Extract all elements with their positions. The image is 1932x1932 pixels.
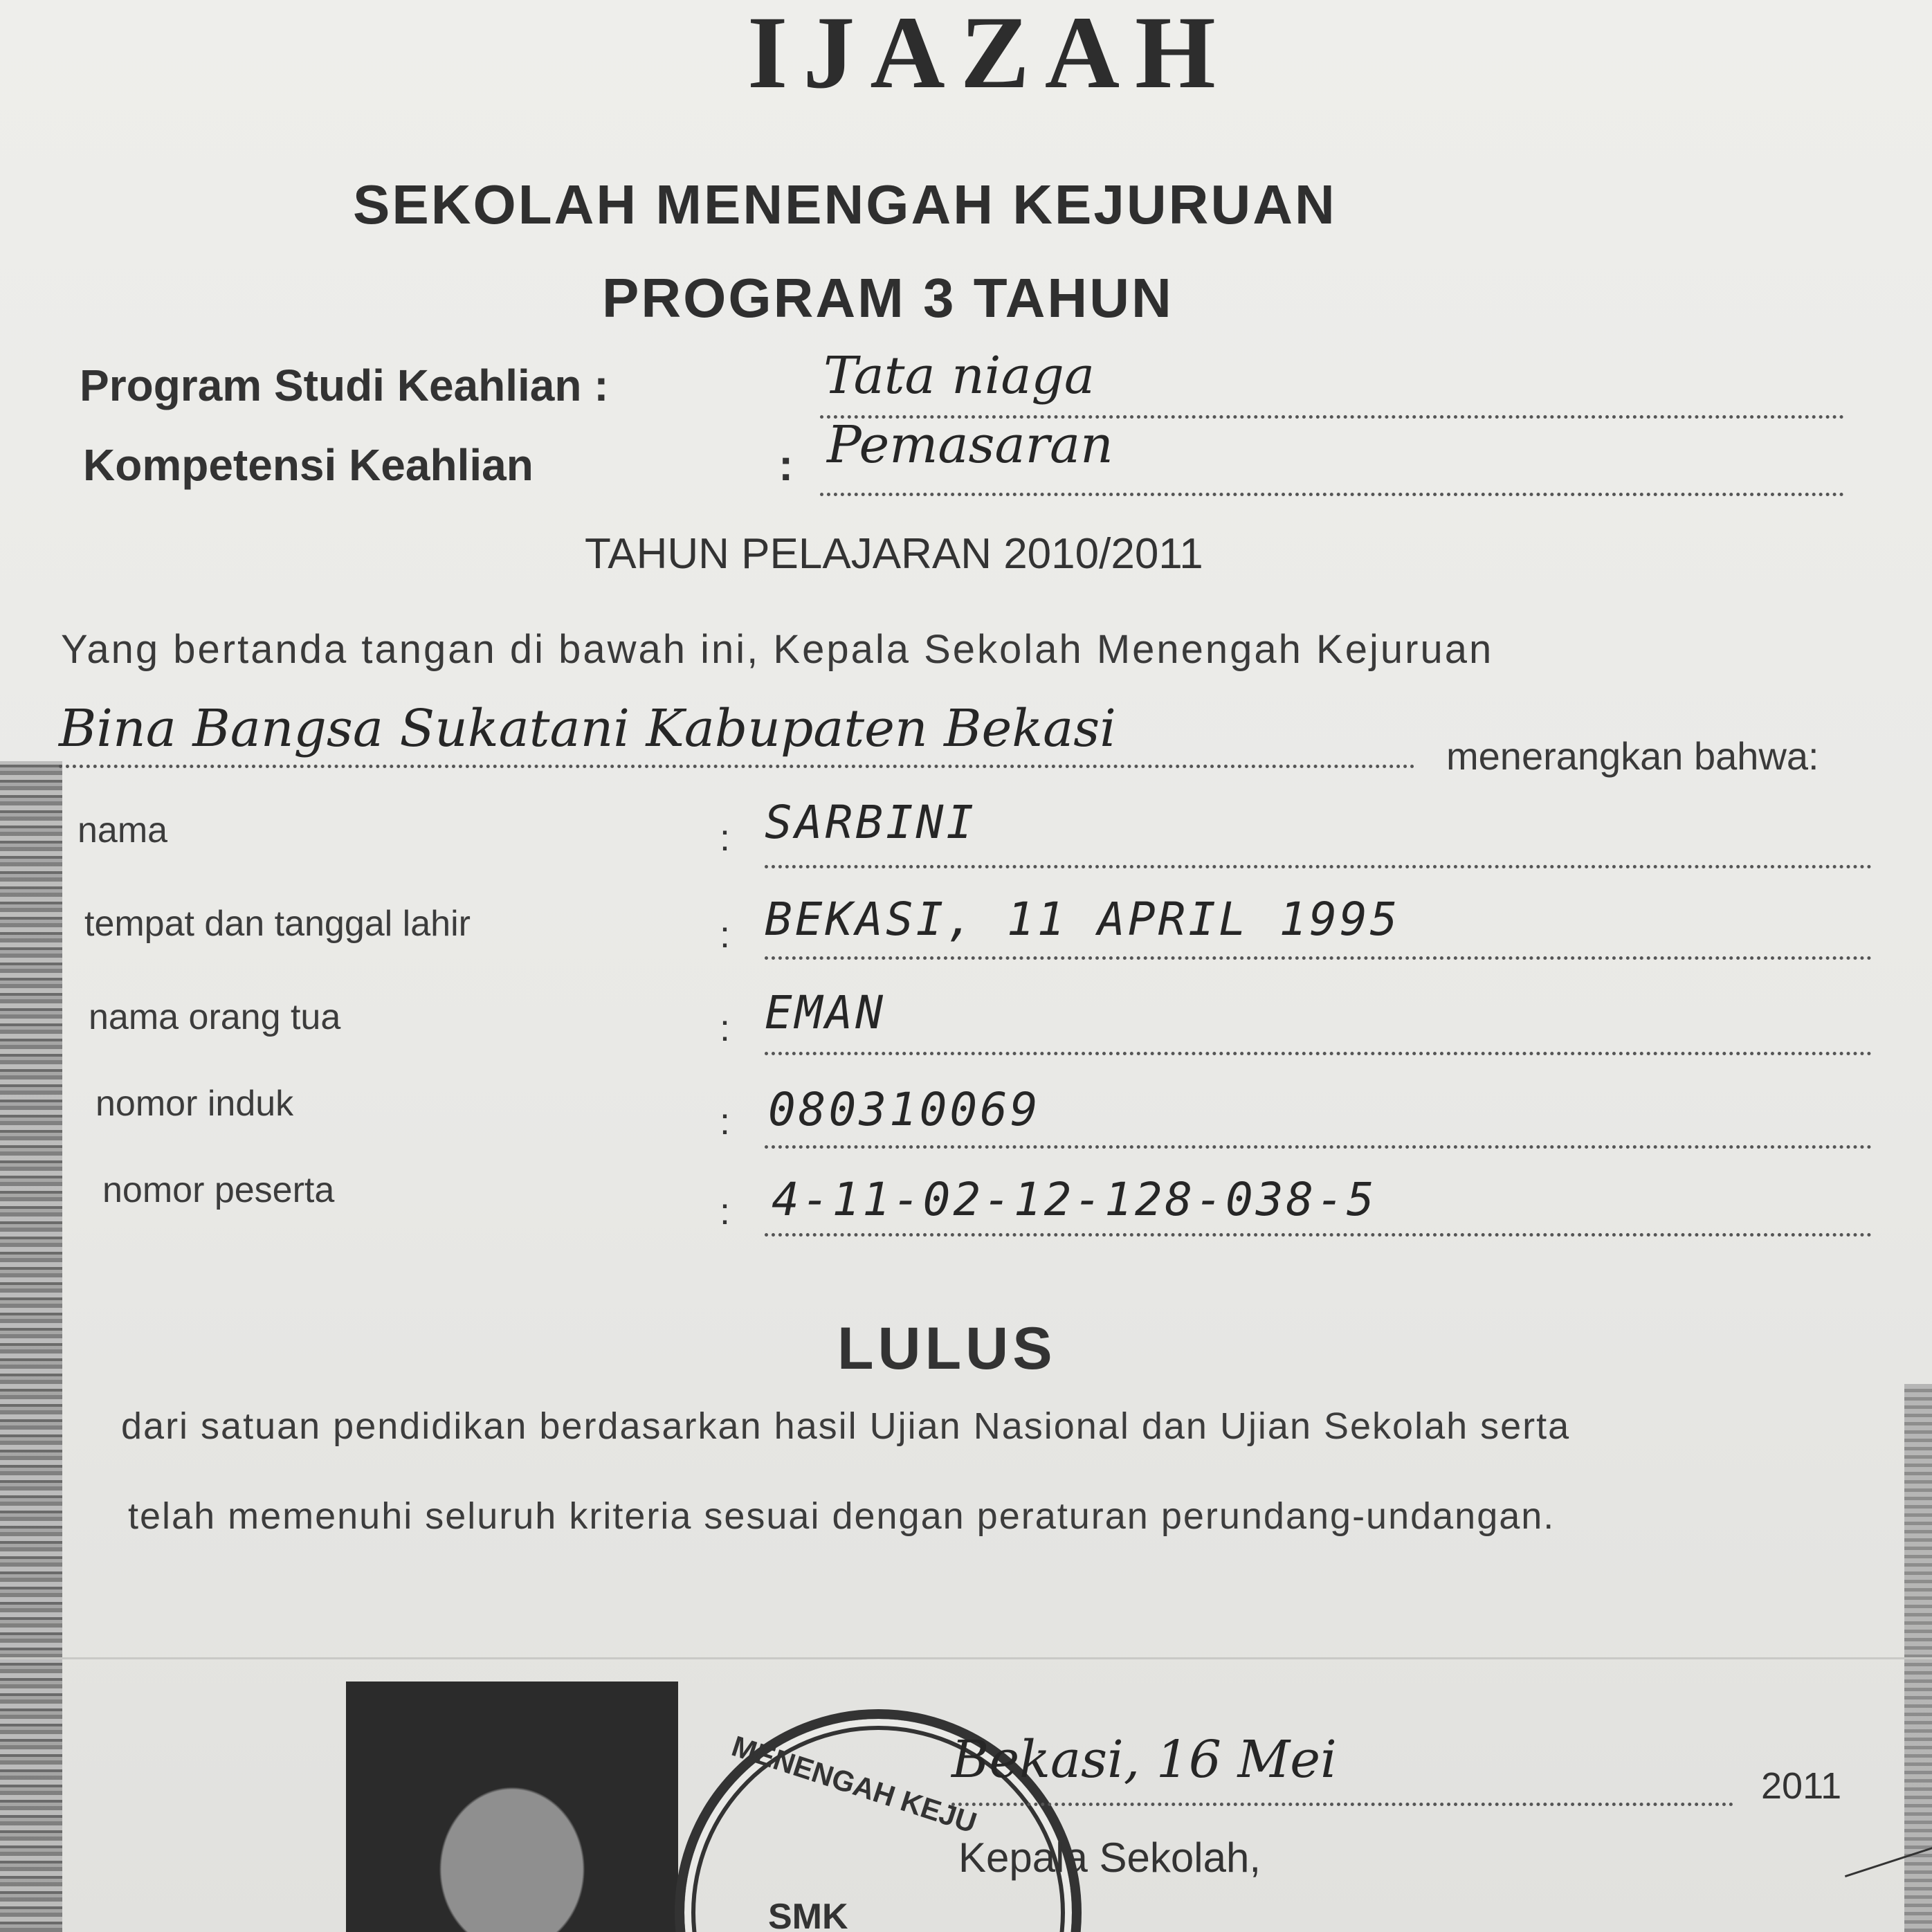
field-dotted-line bbox=[765, 1233, 1872, 1237]
paper-fold-line bbox=[0, 1657, 1932, 1659]
field-label-nomor-peserta: nomor peserta bbox=[102, 1170, 335, 1210]
field-colon: : bbox=[720, 914, 731, 956]
academic-year: TAHUN PELAJARAN 2010/2011 bbox=[585, 530, 1203, 578]
field-label-nama: nama bbox=[78, 810, 168, 850]
field-value-orang-tua: EMAN bbox=[765, 986, 886, 1039]
kompetensi-colon: : bbox=[778, 440, 794, 490]
field-dotted-line bbox=[765, 865, 1872, 868]
program-studi-value: Tata niaga bbox=[823, 346, 1095, 405]
field-label-nomor-induk: nomor induk bbox=[95, 1084, 294, 1124]
program-studi-label: Program Studi Keahlian : bbox=[80, 361, 609, 410]
field-dotted-line bbox=[765, 1052, 1872, 1055]
result-lulus: LULUS bbox=[837, 1315, 1057, 1382]
statement-line-1: dari satuan pendidikan berdasarkan hasil Ujian Nasional dan Ujian Sekolah serta bbox=[121, 1405, 1571, 1447]
certificate-year: 2011 bbox=[1761, 1765, 1842, 1807]
school-name-dotted-line bbox=[59, 765, 1415, 768]
school-name-value: Bina Bangsa Sukatani Kabupaten Bekasi bbox=[59, 699, 1116, 758]
field-colon: : bbox=[720, 1101, 731, 1142]
signatory-title: Kepala Sekolah, bbox=[958, 1834, 1261, 1881]
intro-suffix: menerangkan bahwa: bbox=[1446, 734, 1819, 778]
student-photo bbox=[346, 1682, 678, 1932]
scan-edge-left bbox=[0, 761, 62, 1932]
statement-line-2: telah memenuhi seluruh kriteria sesuai dengan peraturan perundang-undangan. bbox=[128, 1495, 1556, 1537]
field-colon: : bbox=[720, 817, 731, 859]
document-title: IJAZAH bbox=[747, 0, 1231, 110]
field-value-nama: SARBINI bbox=[765, 796, 977, 849]
seal-text: MENENGAH KEJU bbox=[727, 1729, 981, 1839]
kompetensi-value: Pemasaran bbox=[827, 415, 1113, 475]
kompetensi-label: Kompetensi Keahlian bbox=[83, 440, 534, 490]
field-colon: : bbox=[720, 1191, 731, 1232]
kompetensi-dotted-line bbox=[820, 493, 1844, 496]
field-value-nomor-peserta: 4-11-02-12-128-038-5 bbox=[772, 1173, 1377, 1226]
field-value-nomor-induk: 080310069 bbox=[768, 1083, 1041, 1136]
seal-center-text: SMK bbox=[768, 1897, 848, 1932]
field-label-ttl: tempat dan tanggal lahir bbox=[84, 904, 471, 944]
place-date: Bekasi, 16 Mei bbox=[951, 1730, 1337, 1789]
field-colon: : bbox=[720, 1008, 731, 1049]
field-label-orang-tua: nama orang tua bbox=[89, 997, 341, 1037]
place-date-dotted-line bbox=[951, 1803, 1733, 1806]
field-value-ttl: BEKASI, 11 APRIL 1995 bbox=[765, 893, 1401, 946]
field-dotted-line bbox=[765, 956, 1872, 960]
intro-text: Yang bertanda tangan di bawah ini, Kepala Sekolah Menengah Kejuruan bbox=[61, 627, 1494, 672]
field-dotted-line bbox=[765, 1145, 1872, 1149]
program-heading: PROGRAM 3 TAHUN bbox=[602, 267, 1174, 329]
school-type-heading: SEKOLAH MENENGAH KEJURUAN bbox=[353, 174, 1337, 235]
